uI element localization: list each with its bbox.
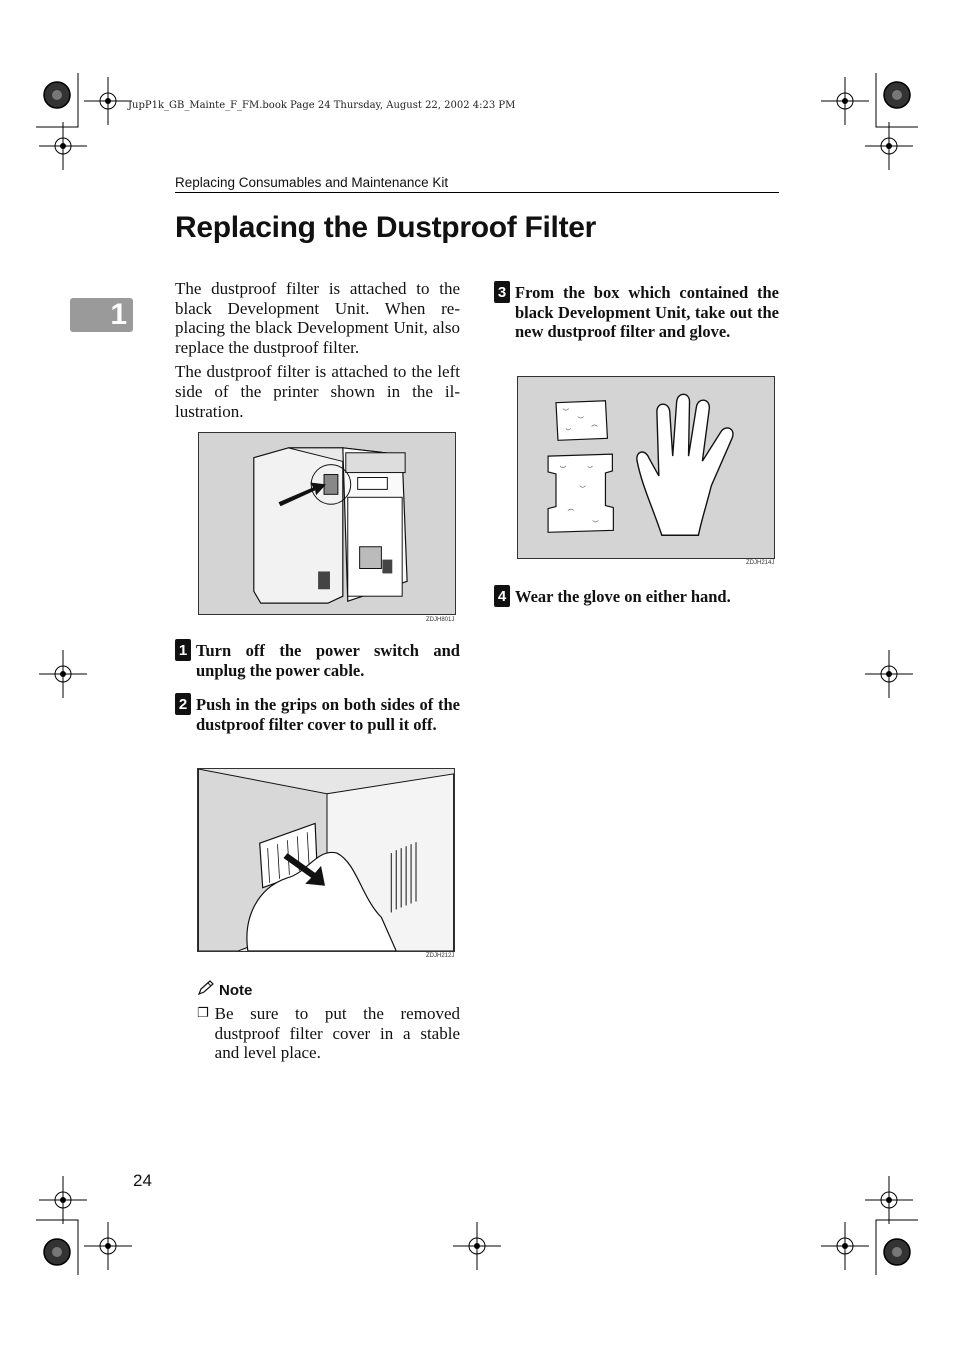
note-heading — [197, 980, 460, 1000]
chapter-tab: 1 — [70, 298, 133, 332]
filter-cover-illustration — [197, 768, 455, 952]
figure-code: ZDJH214J — [746, 560, 775, 566]
header-rule — [175, 192, 779, 193]
printer-illustration — [198, 432, 456, 615]
note-label: Note — [219, 981, 253, 999]
step-number: 3 — [494, 281, 510, 303]
note-item-text: Be sure to put the removed dustproof filter cover in a stable and level place. — [214, 1004, 460, 1063]
note-item — [197, 1004, 460, 1063]
step-3 — [494, 283, 779, 342]
page-number: 24 — [133, 1171, 152, 1190]
step-number: 1 — [175, 639, 191, 661]
figure-code: ZDJH212J — [426, 953, 455, 959]
step-4 — [494, 587, 779, 607]
step-text: From the box which contained the black Development Unit, take out the new dustproof filter and glove. — [515, 283, 779, 342]
step-number: 4 — [494, 585, 510, 607]
step-1 — [175, 641, 460, 680]
intro-paragraph: The dustproof filter is attached to the left side of the printer shown in the il-lustration. — [175, 362, 460, 421]
figure-code: ZDJH801J — [426, 617, 455, 623]
step-text: Wear the glove on either hand. — [515, 587, 731, 606]
step-text: Push in the grips on both sides of the dustproof filter cover to pull it off. — [196, 695, 460, 734]
running-head: Replacing Consumables and Maintenance Kit — [175, 175, 449, 190]
pencil-icon — [197, 980, 215, 1000]
checkbox-bullet-icon: ❐ — [197, 1006, 209, 1021]
print-slug: JupP1k_GB_Mainte_F_FM.book Page 24 Thursday, August 22, 2002 4:23 PM — [128, 100, 516, 111]
filter-and-glove-illustration — [517, 376, 775, 559]
step-number: 2 — [175, 693, 191, 715]
step-text: Turn off the power switch and unplug the power cable. — [196, 641, 460, 680]
note-section — [197, 980, 460, 1063]
intro-paragraph: The dustproof filter is attached to the black Development Unit. When re-placing the black Development Unit, also replace the dustproof filter. — [175, 279, 460, 357]
page-title: Replacing the Dustproof Filter — [175, 211, 597, 244]
step-2 — [175, 695, 460, 734]
intro-text — [175, 279, 460, 421]
